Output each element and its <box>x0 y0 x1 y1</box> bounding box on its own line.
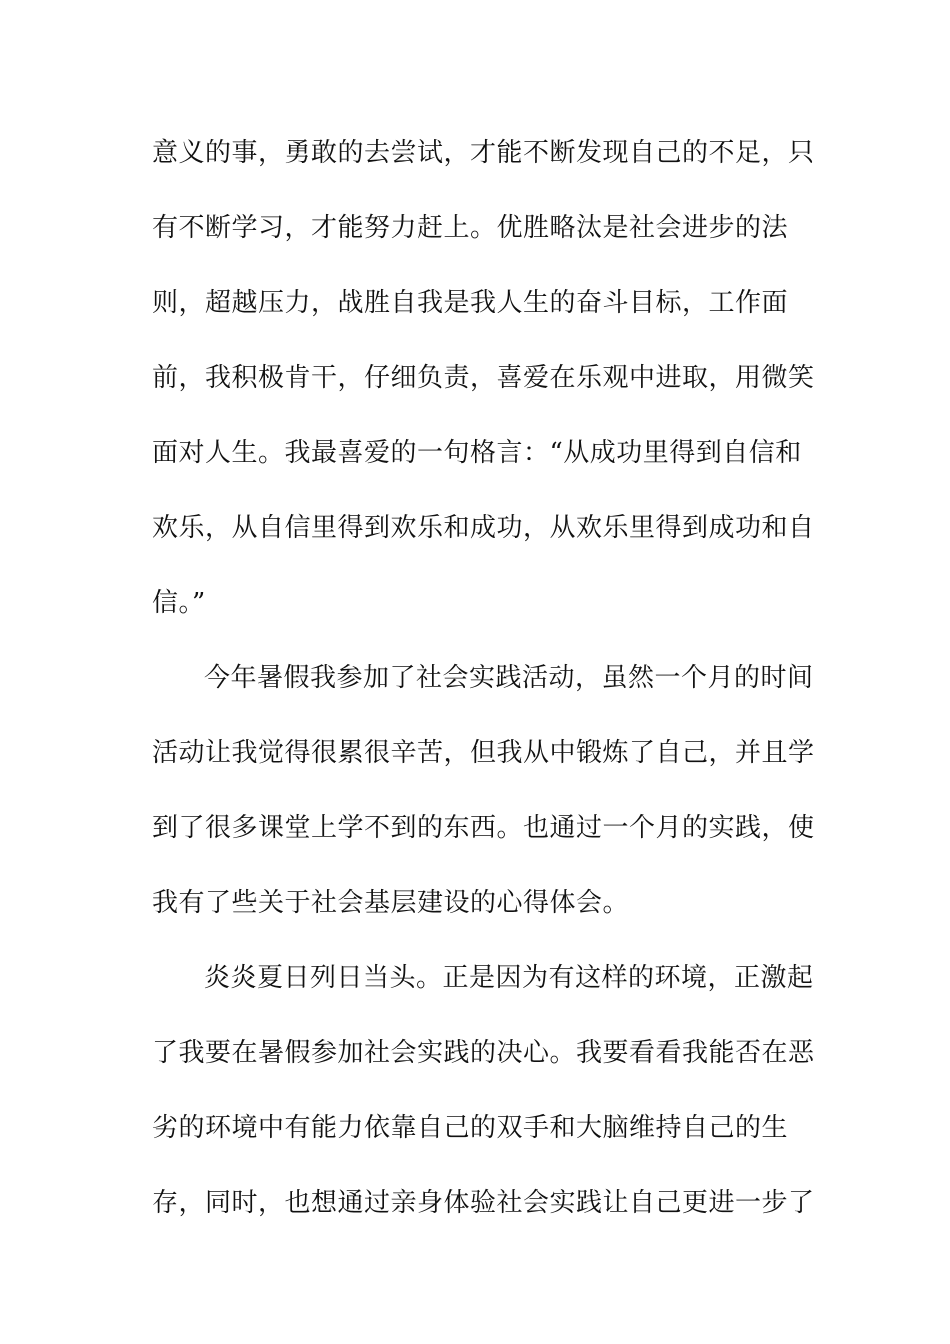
text-line: 存，同时，也想通过亲身体验社会实践让自己更进一步了 <box>152 1188 815 1218</box>
text-line: 欢乐，从自信里得到欢乐和成功，从欢乐里得到成功和自 <box>152 513 815 543</box>
text-line: 有不断学习，才能努力赶上。优胜略汰是社会进步的法 <box>152 213 789 243</box>
text-line: 则，超越压力，战胜自我是我人生的奋斗目标，工作面 <box>152 288 789 318</box>
text-line: 信。” <box>152 588 206 618</box>
text-line: 前，我积极肯干，仔细负责，喜爱在乐观中进取，用微笑 <box>152 363 815 393</box>
paragraph-start-line: 炎炎夏日列日当头。正是因为有这样的环境，正激起 <box>204 963 814 993</box>
text-line: 了我要在暑假参加社会实践的决心。我要看看我能否在恶 <box>152 1038 815 1068</box>
text-line: 劣的环境中有能力依靠自己的双手和大脑维持自己的生 <box>152 1113 789 1143</box>
paragraph-start-line: 今年暑假我参加了社会实践活动，虽然一个月的时间 <box>204 663 814 693</box>
text-line: 到了很多课堂上学不到的东西。也通过一个月的实践，使 <box>152 813 815 843</box>
text-line: 意义的事，勇敢的去尝试，才能不断发现自己的不足，只 <box>152 138 815 168</box>
text-line: 面对人生。我最喜爱的一句格言：“从成功里得到自信和 <box>152 438 802 468</box>
text-line: 活动让我觉得很累很辛苦，但我从中锻炼了自己，并且学 <box>152 738 815 768</box>
text-line: 我有了些关于社会基层建设的心得体会。 <box>152 888 630 918</box>
document-body <box>152 122 815 1247</box>
